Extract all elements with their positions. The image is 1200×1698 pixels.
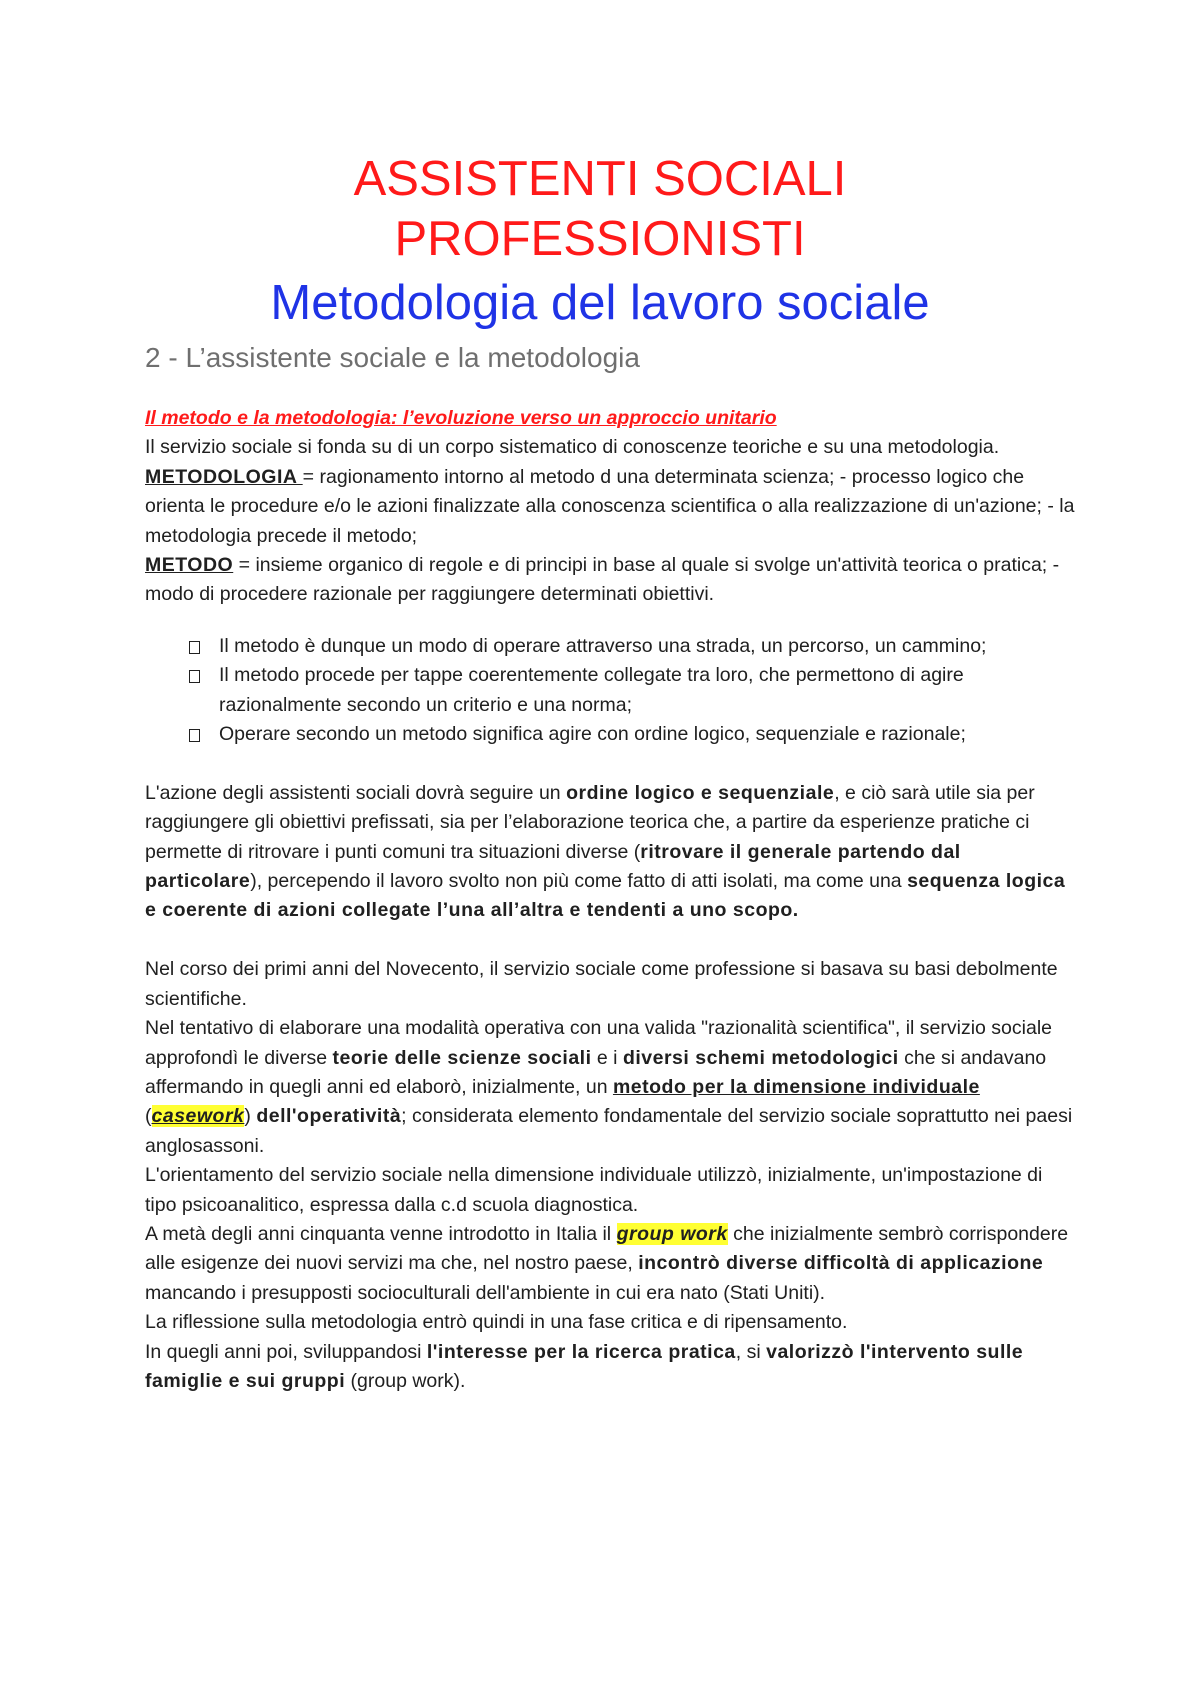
ricerca-paragraph: In quegli anni poi, sviluppandosi l'interesse per la ricerca pratica, si valorizzò l'intervento sulle famiglie e sui gruppi (group work).: [145, 1340, 1024, 1392]
document-title-line2: PROFESSIONISTI: [394, 212, 806, 266]
square-bullet-icon: [189, 641, 200, 654]
group-work-paragraph: A metà degli anni cinquanta venne introdotto in Italia il group work che inizialmente sembrò corrispondere alle esigenze dei nuovi servizi ma che, nel nostro paese, incontrò diverse difficoltà di applicazione mancando i presupposti socioculturali dell'ambiente in cui era nato (Stati Uniti).: [145, 1222, 1069, 1304]
square-bullet-icon: [189, 729, 200, 742]
square-bullet-icon: [189, 670, 200, 683]
metodo-term: METODO: [145, 554, 234, 577]
group-work-highlight: group work: [616, 1222, 728, 1245]
bullet-list: [145, 632, 1075, 750]
novecento-paragraph: Nel corso dei primi anni del Novecento, il servizio sociale come professione si basava su basi debolmente scientifiche.: [145, 958, 1058, 1010]
list-item: Operare secondo un metodo significa agire con ordine logico, sequenziale e razionale;: [185, 720, 1075, 749]
intro-paragraph: Il servizio sociale si fonda su di un corpo sistematico di conoscenze teoriche e su una metodologia.: [145, 436, 1000, 459]
casework-highlight: casework: [151, 1105, 245, 1128]
list-item: Il metodo è dunque un modo di operare attraverso una strada, un percorso, un cammino;: [185, 632, 1075, 661]
list-item: Il metodo procede per tappe coerentemente collegate tra loro, che permettono di agire razionalmente secondo un criterio e una norma;: [185, 661, 1075, 720]
metodologia-term: METODOLOGIA: [145, 465, 303, 488]
azione-paragraph: L'azione degli assistenti sociali dovrà seguire un ordine logico e sequenziale, e ciò sarà utile sia per raggiungere gli obiettivi prefissati, sia per l’elaborazione teorica che, a partire da esperienze pratiche ci permette di ritrovare i punti comuni tra situazioni diverse (ritrovare il generale partendo dal particolare), percependo il lavoro svolto non più come fatto di atti isolati, ma come una sequenza logica e coerente di azioni collegate l’una all’altra e tendenti a uno scopo.: [145, 781, 1066, 922]
metodo-definition: METODO = insieme organico di regole e di principi in base al quale si svolge un'attività teorica o pratica; - modo di procedere razionale per raggiungere determinati obiettivi.: [145, 554, 1060, 606]
metodologia-definition: METODOLOGIA = ragionamento intorno al metodo d una determinata scienza; - processo logico che orienta le procedure e/o le azioni finalizzate alla conoscenza scientifica o alla realizzazione di un'azione; - la metodologia precede il metodo;: [145, 465, 1075, 547]
document-subtitle: Metodologia del lavoro sociale: [270, 276, 930, 330]
orientamento-paragraph: L'orientamento del servizio sociale nella dimensione individuale utilizzò, inizialmente, un'impostazione di tipo psicoanalitico, espressa dalla c.d scuola diagnostica.: [145, 1164, 1043, 1216]
razionalita-paragraph: Nel tentativo di elaborare una modalità operativa con una valida "razionalità scientifica", il servizio sociale approfondì le diverse teorie delle scienze sociali e i diversi schemi metodologici che si andavano affermando in quegli anni ed elaborò, inizialmente, un metodo per la dimensione individuale (casework) dell'operatività; considerata elemento fondamentale del servizio sociale soprattutto nei paesi anglosassoni.: [145, 1017, 1073, 1157]
riflessione-paragraph: La riflessione sulla metodologia entrò quindi in una fase critica e di ripensamento.: [145, 1311, 848, 1334]
section-heading: 2 - L’assistente sociale e la metodologia: [145, 342, 640, 373]
document-title-line1: ASSISTENTI SOCIALI: [353, 152, 847, 206]
intro-heading: Il metodo e la metodologia: l’evoluzione verso un approccio unitario: [145, 407, 777, 429]
document-body: [145, 404, 1075, 1396]
